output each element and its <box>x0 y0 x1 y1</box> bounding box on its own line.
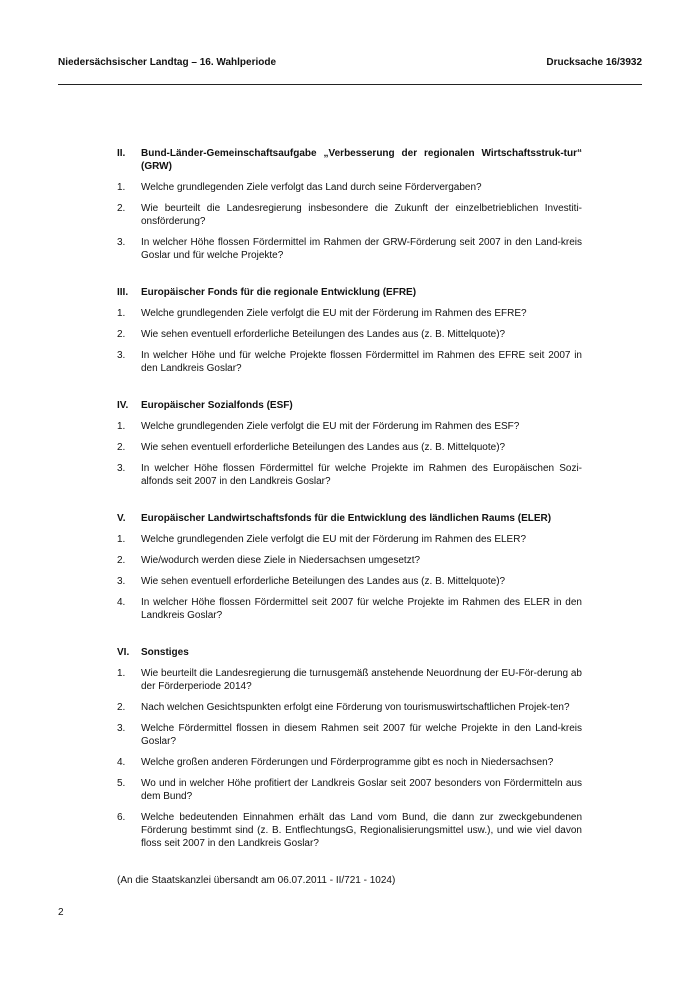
section <box>117 646 582 850</box>
question-text: Wie sehen eventuell erforderliche Beteilungen des Landes aus (z. B. Mittelquote)? <box>141 442 506 453</box>
question-text: In welcher Höhe flossen Fördermittel im Rahmen der GRW-Förderung seit 2007 in den Land-kreis Goslar und für welche Projekte? <box>141 237 582 261</box>
question-item <box>117 667 582 693</box>
question-text: Wie sehen eventuell erforderliche Beteilungen des Landes aus (z. B. Mittelquote)? <box>141 329 506 340</box>
question-item <box>117 533 582 546</box>
header-document-number: Drucksache 16/3932 <box>546 57 642 68</box>
question-item <box>117 420 582 433</box>
question-item <box>117 722 582 748</box>
question-number: 3. <box>117 576 126 587</box>
question-text: Welche grundlegenden Ziele verfolgt die EU mit der Förderung im Rahmen des ELER? <box>141 534 527 545</box>
question-number: 2. <box>117 329 126 340</box>
question-number: 3. <box>117 723 126 734</box>
section-heading <box>117 286 582 299</box>
question-number: 1. <box>117 182 126 193</box>
question-item <box>117 202 582 228</box>
section-title: Europäischer Fonds für die regionale Entwicklung (EFRE) <box>141 287 417 298</box>
question-item <box>117 441 582 454</box>
transmission-note: (An die Staatskanzlei übersandt am 06.07.2011 - II/721 - 1024) <box>117 875 396 886</box>
document-body <box>117 147 582 887</box>
question-number: 3. <box>117 237 126 248</box>
section-title: Sonstiges <box>141 647 189 658</box>
question-text: Nach welchen Gesichtspunkten erfolgt eine Förderung von tourismuswirtschaftlichen Projek-ten? <box>141 702 570 713</box>
question-number: 1. <box>117 534 126 545</box>
header-title: Niedersächsischer Landtag – 16. Wahlperiode <box>58 57 277 68</box>
question-number: 2. <box>117 203 126 214</box>
section-title: Bund-Länder-Gemeinschaftsaufgabe „Verbesserung der regionalen Wirtschaftsstruk-tur“ (GRW) <box>141 148 582 172</box>
question-number: 4. <box>117 597 126 608</box>
question-text: Welche bedeutenden Einnahmen erhält das Land vom Bund, die dann zur zweckgebundenen Förderung bestimmt sind (z. B. EntflechtungsG, Regionalisierungsmittel usw.), und wie viel davon floss seit 2007 in den Landkreis Goslar? <box>141 812 582 849</box>
question-item <box>117 328 582 341</box>
section-heading <box>117 646 582 659</box>
question-number: 1. <box>117 668 126 679</box>
section <box>117 147 582 262</box>
section <box>117 399 582 488</box>
question-number: 1. <box>117 308 126 319</box>
question-text: In welcher Höhe und für welche Projekte flossen Fördermittel im Rahmen des EFRE seit 2007 in den Landkreis Goslar? <box>141 350 582 374</box>
section-heading <box>117 399 582 412</box>
question-text: Welche großen anderen Förderungen und Förderprogramme gibt es noch in Niedersachsen? <box>141 757 554 768</box>
question-text: In welcher Höhe flossen Fördermittel für welche Projekte im Rahmen des Europäischen Sozi-alfonds seit 2007 in den Landkreis Goslar? <box>141 463 582 487</box>
section-number: IV. <box>117 400 129 411</box>
question-item <box>117 307 582 320</box>
section-number: II. <box>117 148 126 159</box>
section <box>117 286 582 375</box>
section-heading <box>117 512 582 525</box>
question-item <box>117 349 582 375</box>
question-number: 1. <box>117 421 126 432</box>
section <box>117 512 582 622</box>
question-item <box>117 701 582 714</box>
question-text: Welche grundlegenden Ziele verfolgt das Land durch seine Fördervergaben? <box>141 182 482 193</box>
question-text: Wo und in welcher Höhe profitiert der Landkreis Goslar seit 2007 besonders von Fördermitteln aus dem Bund? <box>141 778 582 802</box>
question-number: 2. <box>117 555 126 566</box>
section-title: Europäischer Sozialfonds (ESF) <box>141 400 293 411</box>
question-number: 5. <box>117 778 126 789</box>
section-heading <box>117 147 582 173</box>
header-divider <box>58 84 642 85</box>
section-title: Europäischer Landwirtschaftsfonds für die Entwicklung des ländlichen Raums (ELER) <box>141 513 552 524</box>
question-number: 4. <box>117 757 126 768</box>
page-number: 2 <box>58 907 64 918</box>
question-number: 6. <box>117 812 126 823</box>
question-item <box>117 181 582 194</box>
question-number: 2. <box>117 442 126 453</box>
question-number: 2. <box>117 702 126 713</box>
section-number: V. <box>117 513 126 524</box>
question-text: Welche grundlegenden Ziele verfolgt die EU mit der Förderung im Rahmen des ESF? <box>141 421 520 432</box>
question-text: Welche grundlegenden Ziele verfolgt die EU mit der Förderung im Rahmen des EFRE? <box>141 308 527 319</box>
question-text: Wie/wodurch werden diese Ziele in Niedersachsen umgesetzt? <box>141 555 421 566</box>
question-item <box>117 575 582 588</box>
section-number: III. <box>117 287 129 298</box>
section-number: VI. <box>117 647 130 658</box>
question-text: Welche Fördermittel flossen in diesem Rahmen seit 2007 für welche Projekte in den Land-kreis Goslar? <box>141 723 582 747</box>
question-text: Wie sehen eventuell erforderliche Beteilungen des Landes aus (z. B. Mittelquote)? <box>141 576 506 587</box>
question-item <box>117 236 582 262</box>
question-number: 3. <box>117 350 126 361</box>
question-item <box>117 777 582 803</box>
question-item <box>117 596 582 622</box>
question-text: Wie beurteilt die Landesregierung insbesondere die Zukunft der einzelbetrieblichen Investiti-onsförderung? <box>141 203 582 227</box>
page-header <box>58 57 642 68</box>
question-item <box>117 756 582 769</box>
question-text: In welcher Höhe flossen Fördermittel seit 2007 für welche Projekte im Rahmen des ELER in den Landkreis Goslar? <box>141 597 582 621</box>
question-item <box>117 554 582 567</box>
question-item <box>117 462 582 488</box>
question-number: 3. <box>117 463 126 474</box>
question-text: Wie beurteilt die Landesregierung die turnusgemäß anstehende Neuordnung der EU-För-derung ab der Förderperiode 2014? <box>141 668 582 692</box>
question-item <box>117 811 582 850</box>
